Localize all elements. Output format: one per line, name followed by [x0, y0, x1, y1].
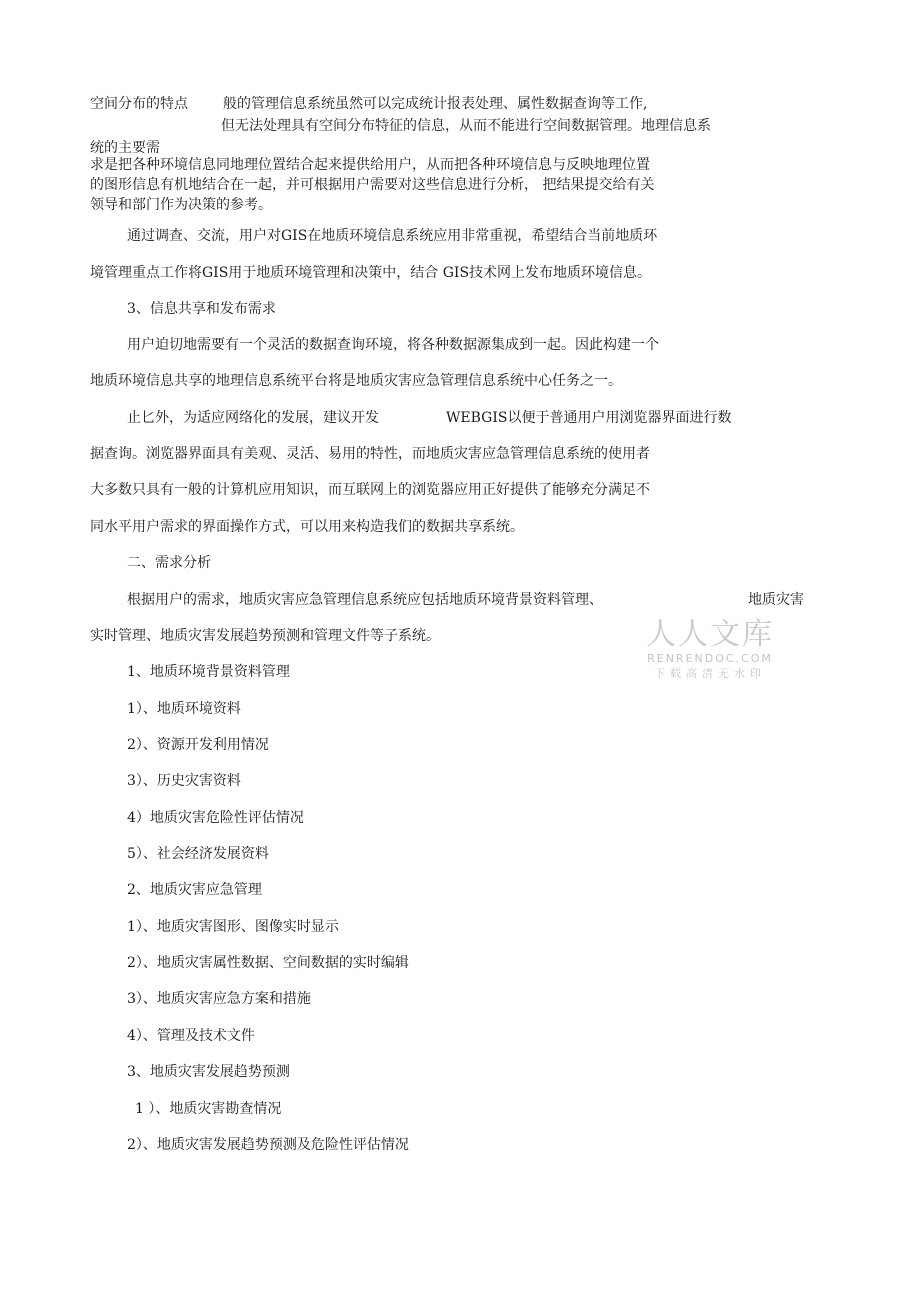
heading-analysis: 二、需求分析 — [127, 555, 211, 571]
share-line-2: 地质环境信息共享的地理信息系统平台将是地质灾害应急管理信息系统中心任务之一。 — [90, 373, 622, 389]
web-line-1b: WEBGIS以便于普通用户用浏览器界面进行数 — [446, 410, 732, 426]
section-2-item: 2）、地质灾害属性数据、空间数据的实时编辑 — [127, 955, 409, 971]
intro-line-3: 统的主要需 — [90, 140, 160, 156]
section-2-item: 4）、管理及技术文件 — [127, 1028, 255, 1044]
web-line-4: 同水平用户需求的界面操作方式，可以用来构造我们的数据共享系统。 — [90, 519, 524, 535]
section-1-title: 1、地质环境背景资料管理 — [127, 664, 290, 680]
section-2-item: 3）、地质灾害应急方案和措施 — [127, 991, 311, 1007]
web-line-3: 大多数只具有一般的计算机应用知识，而互联网上的浏览器应用正好提供了能够充分满足不 — [90, 482, 650, 498]
watermark-domain: RENRENDOC.COM — [647, 652, 773, 665]
section-3-item: 1 ）、地质灾害勘查情况 — [135, 1101, 282, 1117]
section-1-item: 1）、地质环境资料 — [127, 701, 241, 717]
heading-share: 3、信息共享和发布需求 — [127, 301, 276, 317]
intro-line-4: 求是把各种环境信息同地理位置结合起来提供给用户，从而把各种环境信息与反映地理位置 — [90, 157, 650, 173]
survey-line-1: 通过调查、交流，用户对GIS在地质环境信息系统应用非常重视，希望结合当前地质环 — [127, 228, 658, 244]
section-1-item: 5）、社会经济发展资料 — [127, 846, 269, 862]
analysis-line-1a: 根据用户的需求，地质灾害应急管理信息系统应包括地质环境背景资料管理、 — [127, 592, 603, 608]
web-line-1a: 止匕外，为适应网络化的发展，建议开发 — [127, 410, 379, 426]
section-2-title: 2、地质灾害应急管理 — [127, 882, 262, 898]
section-2-item: 1）、地质灾害图形、图像实时显示 — [127, 919, 339, 935]
section-3-title: 3、地质灾害发展趋势预测 — [127, 1064, 290, 1080]
section-3-item: 2）、地质灾害发展趋势预测及危险性评估情况 — [127, 1137, 409, 1153]
section-1-item: 4）地质灾害危险性评估情况 — [127, 810, 304, 826]
section-1-item: 3）、历史灾害资料 — [127, 773, 241, 789]
survey-line-2: 境管理重点工作将GIS用于地质环境管理和决策中，结合 GIS技术网上发布地质环境信息。 — [90, 265, 652, 281]
watermark-logo — [645, 618, 775, 681]
intro-line-2: 但无法处理具有空间分布特征的信息，从而不能进行空间数据管理。地理信息系 — [221, 118, 711, 134]
watermark-tagline: 下载高清无水印 — [654, 667, 766, 680]
intro-line-5: 的图形信息有机地结合在一起，并可根据用户需要对这些信息进行分析， 把结果提交给有关 — [90, 177, 655, 193]
web-line-2: 据查询。浏览器界面具有美观、灵活、易用的特性，而地质灾害应急管理信息系统的使用者 — [90, 446, 650, 462]
analysis-line-1b: 地质灾害 — [748, 592, 804, 608]
intro-line-1: 般的管理信息系统虽然可以完成统计报表处理、属性数据查询等工作, — [223, 96, 648, 112]
intro-label: 空间分布的特点 — [90, 96, 188, 112]
analysis-line-2: 实时管理、地质灾害发展趋势预测和管理文件等子系统。 — [90, 628, 440, 644]
intro-line-6: 领导和部门作为决策的参考。 — [90, 197, 272, 213]
section-1-item: 2）、资源开发利用情况 — [127, 737, 269, 753]
share-line-1: 用户迫切地需要有一个灵活的数据查询环境，将各种数据源集成到一起。因此构建一个 — [127, 337, 659, 353]
watermark-title: 人人文库 — [646, 617, 774, 652]
